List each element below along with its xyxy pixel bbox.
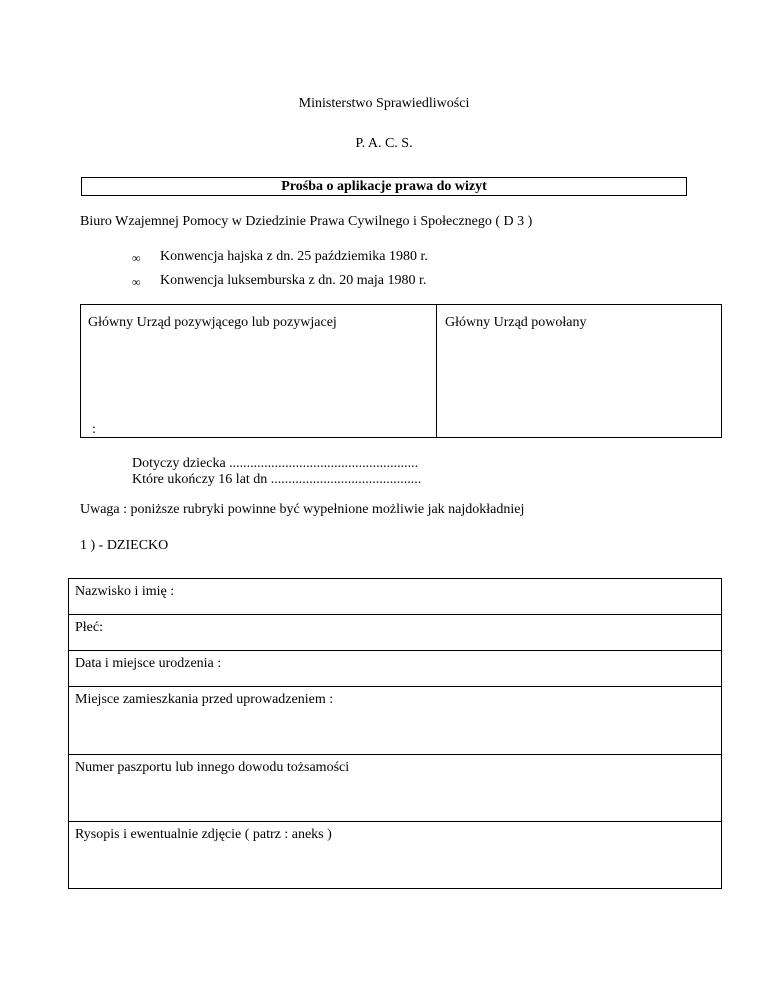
table-row — [69, 579, 721, 615]
applicant-office-colon: : — [92, 422, 96, 437]
applicant-office-label: Główny Urząd pozywjącego lub pozywjacej — [88, 315, 337, 330]
field-sex-label: Płeć: — [75, 620, 103, 635]
concerns-child-line: Dotyczy dziecka ...................................................... — [132, 456, 419, 471]
turns-16-line: Które ukończy 16 lat dn ........................................... — [132, 472, 422, 487]
infinity-bullet-icon: ∞ — [132, 251, 141, 265]
child-table — [68, 578, 722, 889]
fill-note: Uwaga : poniższe rubryki powinne być wypełnione możliwie jak najdokładniej — [80, 502, 525, 517]
table-row — [69, 651, 721, 687]
office-table — [80, 304, 722, 438]
field-passport-label: Numer paszportu lub innego dowodu tożsamości — [75, 760, 350, 775]
bureau-name: Biuro Wzajemnej Pomocy w Dziedzinie Prawa Cywilnego i Społecznego ( D 3 ) — [80, 214, 533, 229]
ministry-name: Ministerstwo Sprawiedliwości — [298, 96, 470, 111]
field-birth-label: Data i miejsce urodzenia : — [75, 656, 222, 671]
infinity-bullet-icon: ∞ — [132, 275, 141, 289]
form-title: Prośba o aplikacje prawa do wizyt — [81, 177, 687, 196]
appointed-office-label: Główny Urząd powołany — [445, 315, 587, 330]
department-code: P. A. C. S. — [355, 136, 413, 151]
office-divider — [436, 305, 437, 437]
table-row — [69, 822, 721, 889]
field-residence-label: Miejsce zamieszkania przed uprowadzeniem : — [75, 692, 334, 707]
field-name-label: Nazwisko i imię : — [75, 584, 175, 599]
convention-luxembourg: Konwencja luksemburska z dn. 20 maja 1980 r. — [160, 273, 427, 288]
convention-hague: Konwencja hajska z dn. 25 paździemika 1980 r. — [160, 249, 428, 264]
table-row — [69, 687, 721, 755]
table-row — [69, 755, 721, 822]
field-description-label: Rysopis i ewentualnie zdjęcie ( patrz : aneks ) — [75, 827, 332, 842]
section-child-heading: 1 ) - DZIECKO — [80, 538, 169, 553]
table-row — [69, 615, 721, 651]
